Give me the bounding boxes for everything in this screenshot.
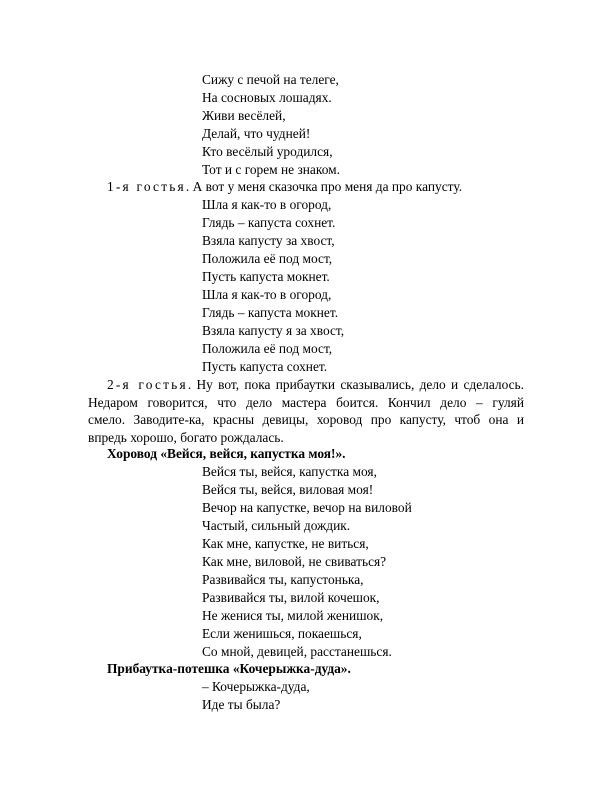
verse-line: Пусть капуста сохнет. xyxy=(202,359,328,374)
paragraph-line: впредь хорошо, богато рождалась. xyxy=(88,429,284,445)
verse-line: Тот и с горем не знаком. xyxy=(202,162,340,177)
verse-line: Шла я как-то в огород, xyxy=(202,287,332,302)
verse-line: Глядь – капуста сохнет. xyxy=(202,215,336,230)
verse-line: – Кочерыжка-дуда, xyxy=(202,679,310,694)
verse-line: Взяла капусту за хвост, xyxy=(202,233,335,248)
verse-line: Кто весёлый уродился, xyxy=(202,144,333,159)
verse-line: Иде ты была? xyxy=(202,697,281,712)
paragraph-line: Недаром говорится, что дело мастера боится. Кончил дело – гуляй xyxy=(88,394,524,410)
verse-line: Со мной, девицей, расстанешься. xyxy=(202,644,392,659)
verse-line: Делай, что чудней! xyxy=(202,126,311,141)
verse-line: Глядь – капуста мокнет. xyxy=(202,305,339,320)
speaker-line xyxy=(107,179,462,195)
verse-line: Развивайся ты, вилой кочешок, xyxy=(202,590,380,605)
verse-line: Как мне, виловой, не свиваться? xyxy=(202,554,387,569)
verse-line: Вейся ты, вейся, капустка моя, xyxy=(202,464,377,479)
verse-line: На сосновых лошадях. xyxy=(202,90,332,105)
verse-line: Сижу с печой на телеге, xyxy=(202,72,339,87)
verse-line: Если женишься, покаешься, xyxy=(202,626,362,641)
speaker-name: 2-я гостья xyxy=(107,377,188,392)
verse-line: Развивайся ты, капустонька, xyxy=(202,572,364,587)
section-heading: Хоровод «Вейся, вейся, капустка моя!». xyxy=(107,446,346,461)
verse-line: Положила её под мост, xyxy=(202,341,333,356)
verse-line: Пусть капуста мокнет. xyxy=(202,269,330,284)
verse-line: Положила её под мост, xyxy=(202,251,333,266)
verse-line: Вейся ты, вейся, виловая моя! xyxy=(202,482,374,497)
verse-line: Не женися ты, милой женишок, xyxy=(202,608,384,623)
speaker-text: . Ну вот, пока прибаутки сказывались, дело и сделалось. xyxy=(187,377,524,392)
verse-line: Как мне, капустке, не виться, xyxy=(202,536,369,551)
verse-line: Частый, сильный дождик. xyxy=(202,518,351,533)
verse-line: Вечор на капустке, вечор на виловой xyxy=(202,500,412,515)
speaker-text: . А вот у меня сказочка про меня да про капусту. xyxy=(185,179,463,194)
guest2-paragraph xyxy=(88,376,524,446)
verse-line: Взяла капусту я за хвост, xyxy=(202,323,345,338)
speaker-name: 1-я гостья xyxy=(107,179,186,194)
paragraph-line: смело. Заводите-ка, красны девицы, хоровод про капусту, чтоб она и xyxy=(88,412,524,428)
paragraph-line xyxy=(88,376,524,394)
verse-line: Живи весёлей, xyxy=(202,108,286,123)
verse-line: Шла я как-то в огород, xyxy=(202,197,332,212)
section-heading: Прибаутка-потешка «Кочерыжка-дуда». xyxy=(107,661,351,676)
